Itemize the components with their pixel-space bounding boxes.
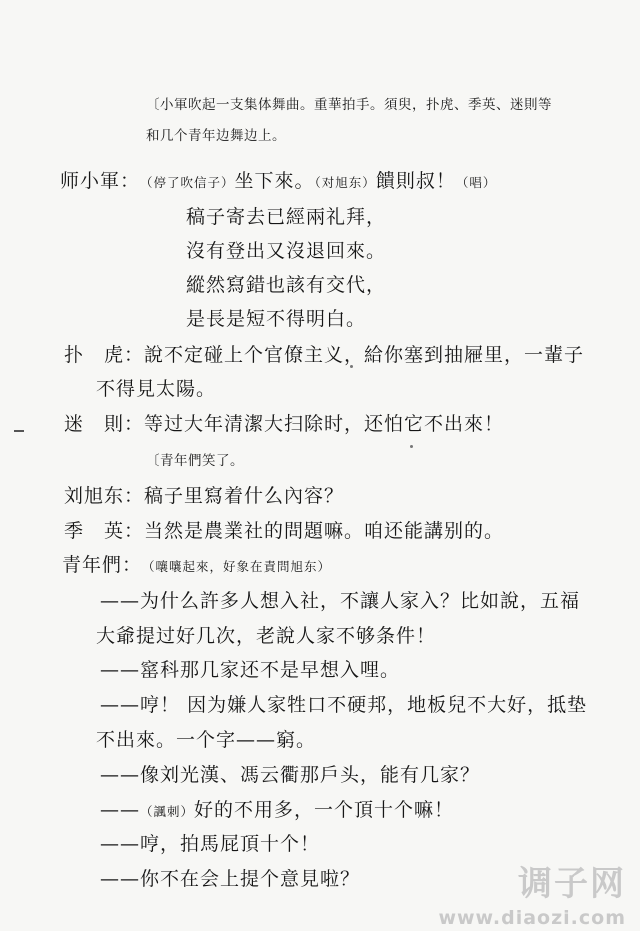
stage-note: （唱） — [455, 175, 497, 190]
dialogue-text: 因为嫌人家牲口不硬邦，地板兒不大好，抵垫 — [187, 694, 588, 716]
stage-direction: 〔小軍吹起一支集体舞曲。重華拍手。須臾，扑虎、季英、迷則等 — [146, 97, 552, 113]
dialogue-line — [62, 550, 331, 577]
dialogue-line — [64, 409, 504, 436]
stage-direction: 和几个青年边舞边上。 — [146, 128, 286, 144]
dialogue-line: ——像刘光漢、馮云衢那戶头，能有几家？ — [100, 764, 481, 786]
scan-edge-mark — [14, 430, 24, 432]
dialogue-text: 稿子里寫着什么內容？ — [144, 485, 345, 507]
dialogue-text: —— — [100, 799, 140, 821]
stage-note: （对旭东） — [314, 175, 376, 190]
dialogue-text: 坐下來。 — [234, 170, 315, 192]
dialogue-text: 好的不用多，一个頂十个嘛！ — [194, 799, 455, 821]
dialogue-line — [100, 690, 587, 717]
stage-note: （嚷嚷起來，好象在責問旭东） — [142, 559, 332, 574]
dialogue-line: ——哼，拍馬屁頂十个！ — [100, 833, 321, 855]
dialogue-text: 当然是農業社的問題嘛。咱还能講别的。 — [144, 520, 505, 542]
dialogue-continuation: 不得見太陽。 — [96, 378, 217, 400]
song-line: 稿子寄去已經兩礼拜， — [186, 206, 387, 228]
scan-speck — [410, 445, 413, 448]
dialogue-line — [64, 340, 584, 367]
speaker-name: 迷 則： — [64, 413, 145, 435]
dialogue-line: ——窰科那几家还不是早想入哩。 — [100, 659, 401, 681]
speaker-name: 师小軍： — [60, 170, 141, 192]
dialogue-text: 等过大年清潔大扫除时，还怕它不出來！ — [144, 413, 505, 435]
song-line: 沒有登出又沒退回來。 — [186, 240, 387, 262]
dialogue-line — [64, 481, 344, 508]
dialogue-line: ——为什么許多人想入社，不讓人家入？比如說，五福 — [100, 590, 581, 612]
speaker-name: 扑 虎： — [64, 344, 145, 366]
site-watermark — [438, 856, 626, 929]
speaker-name: 刘旭东： — [64, 485, 145, 507]
dialogue-line — [60, 166, 496, 193]
dialogue-text: 饋則叔！ — [375, 170, 456, 192]
watermark-name: 调子网 — [518, 864, 626, 904]
song-line: 是長是短不得明白。 — [186, 308, 367, 330]
dialogue-text: 說不定碰上个官僚主义，給你塞到抽屜里，一輩子 — [144, 344, 585, 366]
stage-direction: 〔青年們笑了。 — [146, 453, 244, 469]
dialogue-continuation: 大爺提过好几次，老說人家不够条件！ — [96, 625, 437, 647]
dialogue-line — [100, 795, 454, 822]
speaker-name: 季 英： — [64, 520, 145, 542]
dialogue-line — [64, 516, 504, 543]
stage-note: （停了吹信子） — [140, 175, 235, 190]
song-line: 縱然寫錯也該有交代， — [186, 274, 387, 296]
watermark-url: www.diaozi.com — [438, 907, 626, 929]
dialogue-text: ——哼！ — [100, 694, 181, 716]
stage-note: （諷刺） — [140, 804, 195, 819]
speaker-name: 青年們： — [62, 554, 143, 576]
dialogue-continuation: 不出來。一个字——窮。 — [96, 729, 317, 751]
dialogue-line: ——你不在会上提个意見啦？ — [100, 868, 361, 890]
